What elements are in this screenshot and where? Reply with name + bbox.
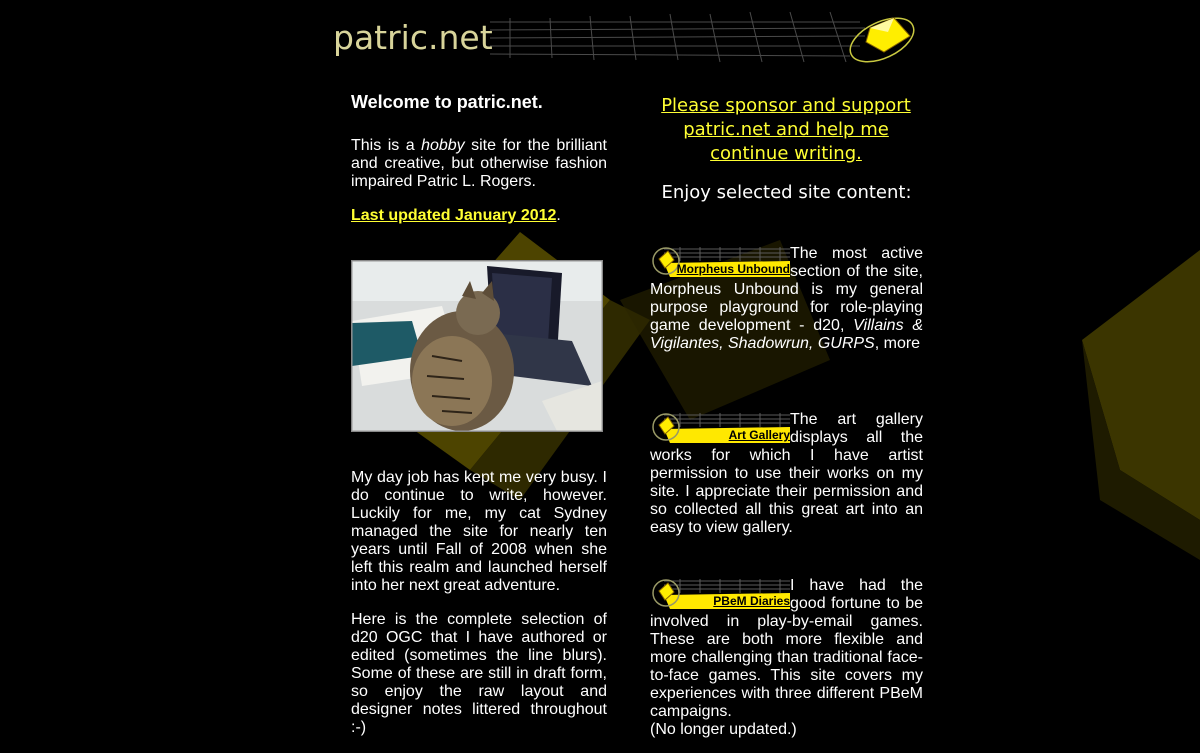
pbem-diaries-badge[interactable] (650, 575, 790, 610)
left-column (351, 93, 607, 241)
sponsor-link[interactable]: Please sponsor and support patric.net and help me continue writing. (661, 95, 911, 164)
cat-photo-illustration (352, 261, 602, 431)
art-gallery-text: The art gallery displays all the works for which I have artist permission to use their works on my site. I appreciate their permission and so collected all this great art into an easy to view gallery. (650, 411, 923, 536)
pbem-diaries-link[interactable]: PBeM Diaries (713, 594, 790, 608)
morpheus-unbound-link[interactable]: Morpheus Unbound (676, 262, 790, 276)
section-art-gallery (650, 411, 923, 537)
last-updated (351, 207, 607, 225)
intro-text-em: hobby (421, 137, 465, 154)
section-morpheus-unbound (650, 245, 923, 353)
site-logo[interactable]: patric.net (333, 18, 493, 57)
ogc-text: Here is the complete selection of d20 OGC that I have authored or edited (sometimes the line blurs). Some of these are still in draft form, so enjoy the raw layout and designer notes littered throughout :-) (351, 611, 607, 736)
morpheus-unbound-badge[interactable] (650, 243, 790, 278)
morpheus-text-em: Villains & Vigilantes, Shadowrun, GURPS (650, 317, 924, 352)
last-updated-link[interactable]: Last updated January 2012 (351, 207, 557, 224)
cat-photo (351, 260, 603, 432)
intro-text-pre: This is a (351, 137, 422, 154)
pbem-diaries-text: I have had the good fortune to be involved in play-by-email games. These are both more flexible and more challenging than traditional face-to-face games. This site covers my experiences with three different PBeM campaigns. (650, 577, 923, 720)
morpheus-text-post: , more (874, 335, 921, 352)
right-column (650, 93, 923, 203)
enjoy-heading: Enjoy selected site content: (661, 182, 912, 203)
intro-text (351, 137, 607, 191)
art-gallery-link[interactable]: Art Gallery (728, 428, 790, 442)
pbem-diaries-note: (No longer updated.) (650, 721, 797, 738)
day-job-text-block (351, 469, 607, 753)
morpheus-text-pre: The most active section of the site, Morpheus Unbound is my general purpose playground for role-playing game development - d20, (650, 245, 923, 334)
section-pbem-diaries (650, 577, 923, 739)
intro-text-post: site for the brilliant and creative, but otherwise fashion impaired Patric L. Rogers. (351, 137, 607, 190)
last-updated-suffix: . (556, 207, 561, 224)
welcome-heading: Welcome to patric.net. (351, 92, 543, 112)
header-grid-graphic (480, 8, 920, 68)
art-gallery-badge[interactable] (650, 409, 790, 444)
day-job-text: My day job has kept me very busy. I do continue to write, however. Luckily for me, my cat Sydney managed the site for nearly ten years until Fall of 2008 when she left this realm and launched herself into her next great adventure. (351, 469, 607, 594)
